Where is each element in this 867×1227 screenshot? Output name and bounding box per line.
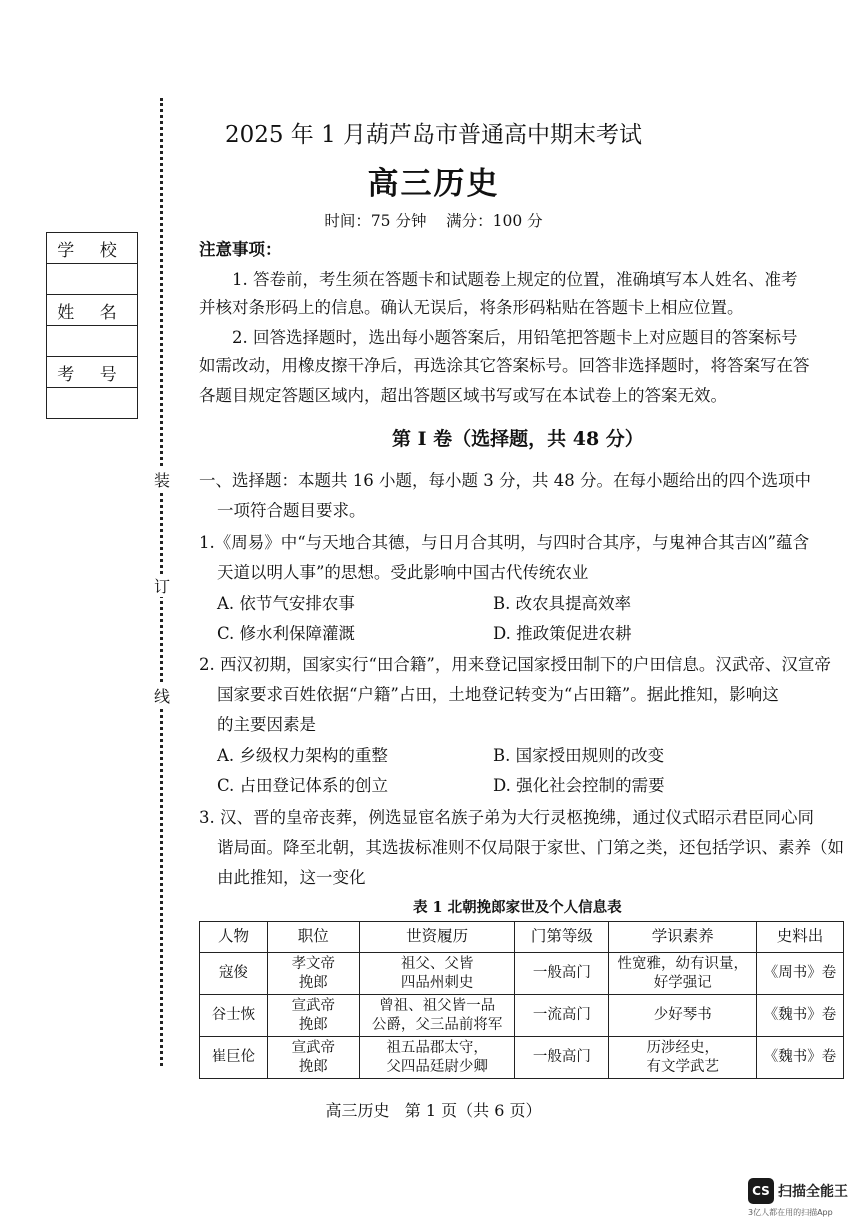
table-cell: 一流高门 [515, 995, 609, 1037]
notice-line: 并核对条形码上的信息。确认无误后，将条形码粘贴在答题卡上相应位置。 [199, 298, 744, 317]
exam-title: 2025 年 1 月葫芦岛市普通高中期末考试 [224, 122, 643, 148]
table-header: 史料出 [757, 922, 844, 953]
q2-stem: 2. 西汉初期，国家实行“田合籍”，用来登记国家授田制下的户田信息。汉武帝、汉宣帝 [199, 655, 831, 674]
table-cell: 一般高门 [515, 953, 609, 995]
table-cell: 宣武帝 挽郎 [267, 995, 359, 1037]
q2-option-d: D. 强化社会控制的需要 [493, 776, 665, 795]
q1-stem: 天道以明人事”的思想。受此影响中国古代传统农业 [217, 563, 589, 582]
scanner-watermark [748, 1178, 848, 1204]
scanner-tagline: 3亿人都在用的扫描App [748, 1208, 833, 1217]
q1-option-a: A. 依节气安排农事 [217, 594, 355, 613]
q1-stem: 1.《周易》中“与天地合其德，与日月合其明，与四时合其序，与鬼神合其吉凶”蕴含 [199, 533, 810, 552]
table-cell: 历涉经史， 有文学武艺 [609, 1037, 757, 1079]
table-cell: 寇俊 [200, 953, 268, 995]
table-cell: 性宽雅，幼有识量， 好学强记 [609, 953, 757, 995]
scanner-app-name: 扫描全能王 [778, 1184, 848, 1200]
table-header: 学识素养 [609, 922, 757, 953]
q3-stem: 由此推知，这一变化 [217, 868, 366, 887]
notice-line: 各题目规定答题区域内，超出答题区域书写或写在本试卷上的答案无效。 [199, 386, 727, 405]
table-row [200, 995, 844, 1037]
binding-char-xian: 线 [153, 684, 171, 707]
table-cell: 祖父、父皆 四品州刺史 [359, 953, 515, 995]
student-info-box [46, 232, 138, 419]
info-table [199, 921, 844, 1079]
section-intro: 一、选择题：本题共 16 小题，每小题 3 分，共 48 分。在每小题给出的四个选项中 [199, 471, 811, 490]
q2-option-a: A. 乡级权力架构的重整 [217, 746, 388, 765]
exam-no-label: 考 号 [47, 357, 138, 388]
table-cell: 崔巨伦 [200, 1037, 268, 1079]
q2-option-c: C. 占田登记体系的创立 [217, 776, 389, 795]
q1-option-c: C. 修水利保障灌溉 [217, 624, 356, 643]
binding-char-ding: 订 [153, 574, 171, 597]
table-header: 世资履历 [359, 922, 515, 953]
table-cell: 宣武帝 挽郎 [267, 1037, 359, 1079]
cs-logo-icon: CS [748, 1178, 774, 1204]
table-header: 职位 [267, 922, 359, 953]
notice-heading: 注意事项： [199, 240, 282, 259]
q1-option-d: D. 推政策促进农耕 [493, 624, 632, 643]
notice-line: 2. 回答选择题时，选出每小题答案后，用铅笔把答题卡上对应题目的答案标号 [232, 328, 798, 347]
table-cell: 祖五品郡太守， 父四品廷尉少卿 [359, 1037, 515, 1079]
binding-char-zhuang: 装 [153, 468, 171, 491]
section-title: 第 I 卷（选择题，共 48 分） [392, 428, 644, 450]
table-caption: 表 1 北朝挽郎家世及个人信息表 [413, 899, 622, 916]
notice-line: 1. 答卷前，考生须在答题卡和试题卷上规定的位置，准确填写本人姓名、准考 [232, 270, 798, 289]
q2-stem: 的主要因素是 [217, 715, 316, 734]
table-header: 人物 [200, 922, 268, 953]
table-row [200, 953, 844, 995]
name-label: 姓 名 [47, 295, 138, 326]
table-cell: 孝文帝 挽郎 [267, 953, 359, 995]
q1-option-b: B. 改农具提高效率 [493, 594, 632, 613]
section-intro: 一项符合题目要求。 [217, 501, 366, 520]
table-cell: 少好琴书 [609, 995, 757, 1037]
q3-stem: 谐局面。降至北朝，其选拔标准则不仅局限于家世、门第之类，还包括学识、素养（如 [217, 838, 844, 857]
name-field [47, 326, 138, 357]
page-footer: 高三历史 第 1 页（共 6 页） [325, 1101, 542, 1120]
table-cell: 《周书》卷 [757, 953, 844, 995]
table-header: 门第等级 [515, 922, 609, 953]
exam-no-field [47, 388, 138, 419]
q3-stem: 3. 汉、晋的皇帝丧葬，例选显宦名族子弟为大行灵柩挽绋，通过仪式昭示君臣同心同 [199, 808, 814, 827]
q2-option-b: B. 国家授田规则的改变 [493, 746, 665, 765]
table-cell: 一般高门 [515, 1037, 609, 1079]
notice-line: 如需改动，用橡皮擦干净后，再选涂其它答案标号。回答非选择题时，将答案写在答 [199, 356, 810, 375]
school-label: 学 校 [47, 233, 138, 264]
table-cell: 《魏书》卷 [757, 1037, 844, 1079]
q2-stem: 国家要求百姓依据“户籍”占田，土地登记转变为“占田籍”。据此推知，影响这 [217, 685, 779, 704]
table-row [200, 1037, 844, 1079]
school-field [47, 264, 138, 295]
table-cell: 谷士恢 [200, 995, 268, 1037]
table-cell: 曾祖、祖父皆一品 公爵，父三品前将军 [359, 995, 515, 1037]
table-cell: 《魏书》卷 [757, 995, 844, 1037]
time-score: 时间：75 分钟 满分：100 分 [324, 212, 543, 230]
table-header-row [200, 922, 844, 953]
subject-title: 高三历史 [367, 166, 500, 202]
